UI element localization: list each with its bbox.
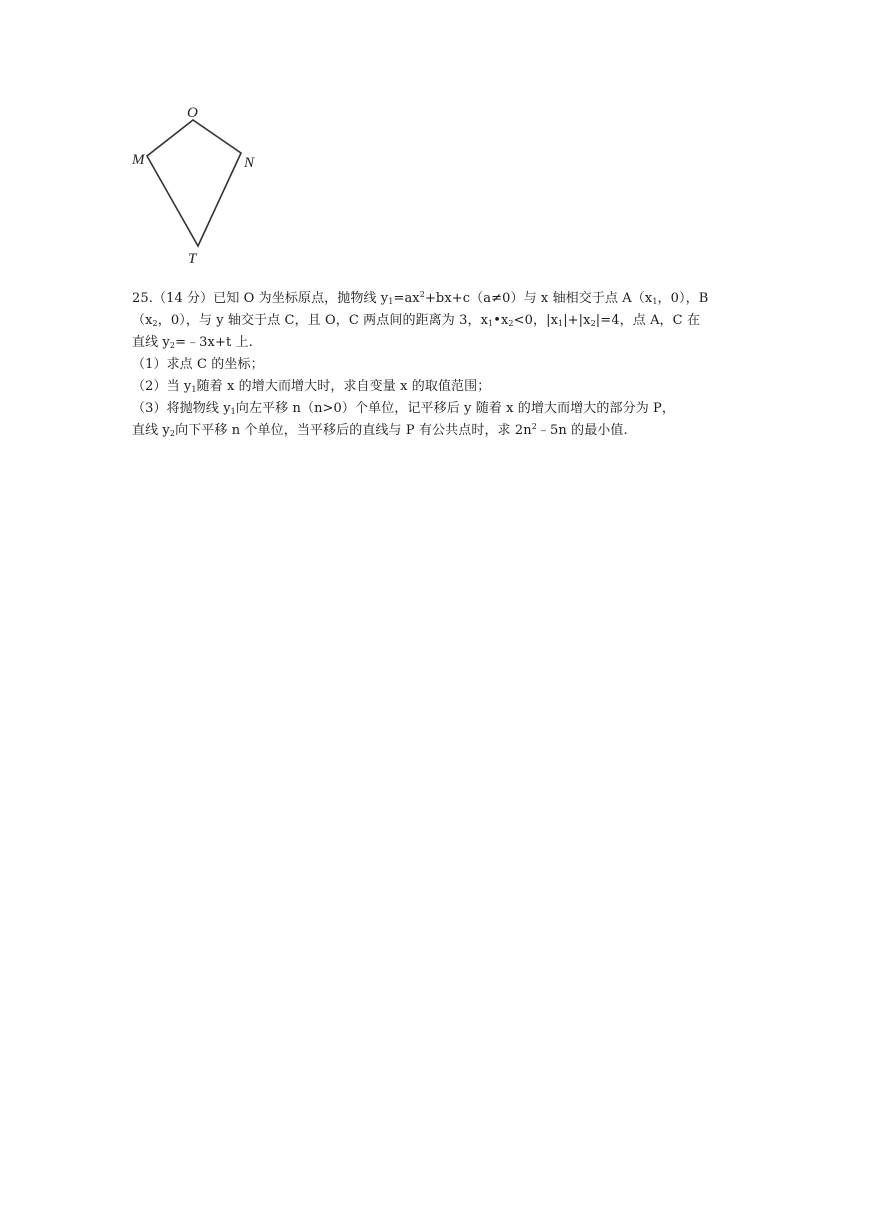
problem-line-2: （$x_2$，0），与 y 轴交于点 C，且 O，C 两点间的距离为 3，$x_1•x_2<0$，$|x_1|+|x_2|=4$，点 A，C 在 — [132, 313, 701, 328]
question-1: （1）求点 C 的坐标； — [132, 357, 264, 372]
question-3-line-1: （3）将抛物线 $y_1$向左平移 n（n>0）个单位，记平移后 y 随着 x 的增大而增大的部分为 P， — [132, 401, 675, 416]
vertex-label-o: O — [187, 105, 198, 121]
quadrilateral-omnt — [147, 120, 241, 246]
vertex-label-m: M — [132, 152, 145, 168]
question-3-line-2: 直线 $y_2$向下平移 n 个单位，当平移后的直线与 P 有公共点时，求 $2n^2﹣5n$ 的最小值. — [132, 422, 628, 438]
vertex-label-n: N — [244, 155, 255, 171]
quadrilateral-figure — [125, 98, 275, 273]
problem-25 — [132, 288, 742, 442]
problem-line-1: 25.（14 分）已知 O 为坐标原点，抛物线 $y_1=ax^2+bx+c(a\ne 0)$与 x 轴相交于点 $A(x_1$，0），B — [132, 290, 709, 306]
vertex-label-t: T — [188, 251, 197, 267]
problem-line-3: 直线 $y_2=﹣3x+t$ 上. — [132, 335, 253, 350]
question-2: （2）当 $y_1$随着 x 的增大而增大时，求自变量 x 的取值范围； — [132, 379, 491, 394]
